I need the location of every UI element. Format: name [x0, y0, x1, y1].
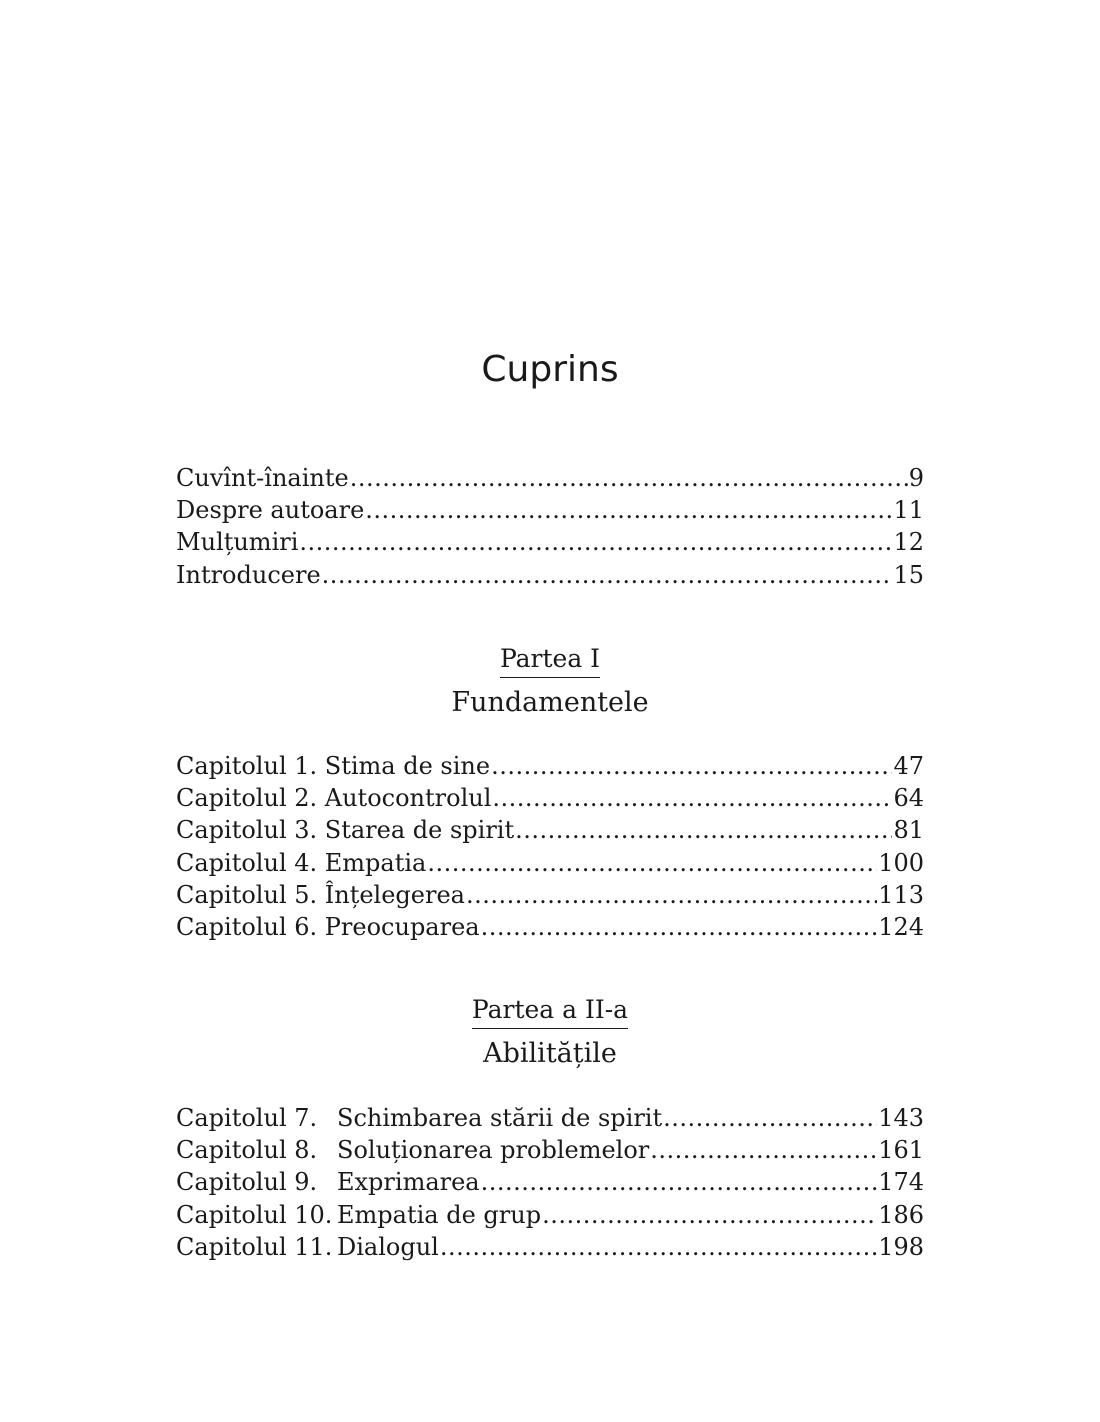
toc-entry[interactable] — [176, 1134, 924, 1166]
toc-leader-dots — [492, 782, 892, 814]
toc-chapter-number: Capitolul 8. — [176, 1136, 318, 1165]
toc-entry-label: Capitolul 6. Preocuparea — [176, 912, 480, 941]
front-matter-list — [176, 462, 924, 591]
toc-entry[interactable] — [176, 1102, 924, 1134]
toc-entry-label — [176, 1166, 480, 1198]
toc-entry-label: Capitolul 3. Starea de spirit — [176, 816, 515, 845]
toc-entry[interactable] — [176, 847, 924, 879]
toc-entry-page: 198 — [878, 1232, 924, 1261]
toc-entry-label: Capitolul 4. Empatia — [176, 848, 427, 877]
toc-entry[interactable] — [176, 559, 924, 591]
toc-entry[interactable] — [176, 494, 924, 526]
toc-entry-page: 186 — [878, 1200, 924, 1229]
toc-entry-label: Capitolul 2. Autocontrolul — [176, 784, 492, 813]
toc-leader-dots — [365, 494, 892, 526]
toc-entry-page: 174 — [878, 1168, 924, 1197]
toc-entry-page: 47 — [893, 752, 924, 780]
toc-leader-dots — [481, 1166, 878, 1198]
toc-entry-page: 9 — [908, 464, 924, 492]
toc-entry-label: Despre autoare — [176, 496, 365, 525]
toc-entry-label — [176, 1102, 662, 1134]
toc-chapter-number: Capitolul 11. — [176, 1232, 333, 1261]
toc-entry-page: 12 — [893, 528, 924, 557]
toc-entry[interactable] — [176, 526, 924, 558]
toc-leader-dots — [542, 1199, 877, 1231]
page-title: Cuprins — [481, 349, 619, 390]
toc-entry-page: 161 — [878, 1136, 924, 1165]
toc-entry-label — [176, 1134, 649, 1166]
toc-leader-dots — [440, 1231, 877, 1263]
toc-entry-page: 113 — [878, 880, 924, 909]
toc-entry[interactable] — [176, 462, 924, 494]
toc-entry[interactable] — [176, 1231, 924, 1263]
toc-leader-dots — [515, 814, 892, 846]
toc-entry[interactable] — [176, 814, 924, 846]
toc-entry-page: 64 — [893, 784, 924, 813]
part-2-chapter-list — [176, 1102, 924, 1263]
toc-leader-dots — [299, 526, 892, 558]
toc-entry-page: 143 — [878, 1104, 924, 1132]
part-2-heading — [0, 994, 1100, 1029]
toc-chapter-number: Capitolul 10. — [176, 1200, 333, 1229]
toc-chapter-title: Soluționarea problemelor — [337, 1136, 650, 1165]
toc-leader-dots — [427, 847, 877, 879]
part-1-heading-text: Partea I — [500, 643, 600, 678]
toc-entry[interactable] — [176, 1199, 924, 1231]
toc-leader-dots — [650, 1134, 877, 1166]
toc-entry-page: 11 — [893, 496, 924, 525]
toc-entry-page: 124 — [878, 912, 924, 941]
toc-entry-page: 100 — [878, 848, 924, 877]
toc-entry-page: 15 — [893, 560, 924, 589]
toc-chapter-number: Capitolul 9. — [176, 1168, 318, 1197]
part-2-heading-text: Partea a II-a — [472, 994, 628, 1029]
toc-entry-label — [176, 1199, 541, 1231]
toc-leader-dots — [350, 462, 908, 494]
toc-leader-dots — [481, 911, 878, 943]
part-1-chapter-list — [176, 750, 924, 943]
toc-entry[interactable] — [176, 1166, 924, 1198]
toc-entry[interactable] — [176, 879, 924, 911]
toc-entry[interactable] — [176, 750, 924, 782]
toc-leader-dots — [663, 1102, 877, 1134]
toc-chapter-title: Schimbarea stării de spirit — [337, 1104, 663, 1132]
toc-entry-page: 81 — [893, 816, 924, 845]
part-1-subtitle: Fundamentele — [451, 687, 649, 718]
toc-entry-label: Mulțumiri — [176, 528, 299, 557]
toc-entry-label: Cuvînt-înainte — [176, 464, 349, 492]
part-1-heading — [0, 643, 1100, 678]
toc-entry-label: Introducere — [176, 560, 321, 589]
toc-entry[interactable] — [176, 782, 924, 814]
toc-chapter-number: Capitolul 7. — [176, 1104, 318, 1132]
toc-leader-dots — [491, 750, 892, 782]
toc-leader-dots — [466, 879, 877, 911]
toc-leader-dots — [322, 559, 893, 591]
toc-entry-label: Capitolul 1. Stima de sine — [176, 752, 491, 780]
part-2-subtitle: Abilitățile — [483, 1038, 617, 1069]
toc-chapter-title: Empatia de grup — [337, 1200, 542, 1229]
toc-chapter-title: Exprimarea — [337, 1168, 480, 1197]
toc-entry-label: Capitolul 5. Înțelegerea — [176, 880, 465, 909]
toc-entry-label — [176, 1231, 439, 1263]
toc-chapter-title: Dialogul — [337, 1232, 439, 1261]
toc-entry[interactable] — [176, 911, 924, 943]
